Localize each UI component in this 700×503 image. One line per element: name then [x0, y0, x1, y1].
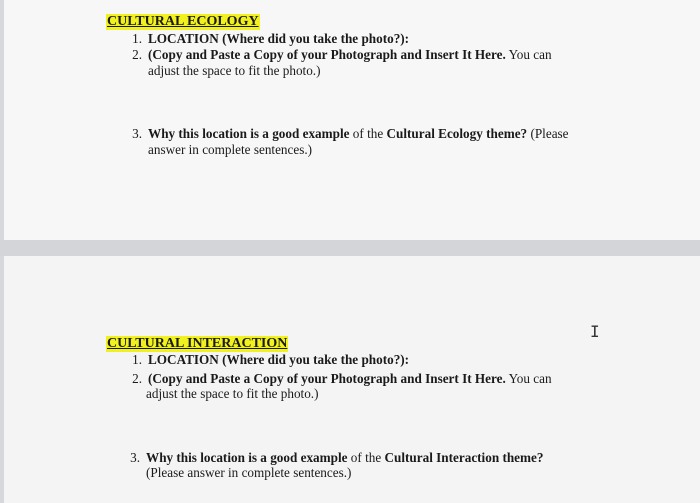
ecology-q3-plain-a: of the	[349, 126, 387, 141]
ecology-q3-line2: answer in complete sentences.)	[148, 142, 313, 157]
interaction-q2-bold: (Copy and Paste a Copy of your Photograph and Insert It Here.	[148, 371, 506, 386]
ecology-q3-number: 3.	[132, 126, 142, 141]
interaction-q2-rest: You can	[505, 371, 552, 386]
interaction-q2-number: 2.	[132, 371, 142, 386]
interaction-heading: CULTURAL INTERACTION	[107, 336, 288, 351]
interaction-q1-text: LOCATION (Where did you take the photo?):	[148, 352, 410, 367]
ecology-q3-bold-b: Cultural Ecology theme?	[386, 126, 528, 141]
interaction-q3-plain-a: of the	[347, 450, 385, 465]
interaction-q3-bold-b: Cultural Interaction theme?	[384, 450, 544, 465]
interaction-q2-line2: adjust the space to fit the photo.)	[146, 386, 319, 401]
ecology-heading: CULTURAL ECOLOGY	[107, 14, 259, 29]
interaction-q3-bold-a: Why this location is a good example	[146, 450, 348, 465]
text-cursor-icon: I	[590, 322, 600, 341]
ecology-q2-line2: adjust the space to fit the photo.)	[148, 63, 321, 78]
ecology-q2-text	[148, 47, 552, 63]
ecology-q3-bold-a: Why this location is a good example	[148, 126, 350, 141]
page-gap	[0, 240, 700, 256]
ecology-q1-number: 1.	[132, 31, 142, 46]
interaction-q3-text	[146, 450, 543, 466]
interaction-q1-number: 1.	[132, 352, 142, 367]
ecology-q3-text	[148, 126, 569, 142]
interaction-q3-line2: (Please answer in complete sentences.)	[146, 465, 352, 480]
ecology-q2-bold: (Copy and Paste a Copy of your Photograph and Insert It Here.	[148, 47, 506, 62]
interaction-q2-text	[148, 371, 552, 387]
interaction-q3-number: 3.	[130, 450, 140, 465]
ecology-q3-plain-b: (Please	[527, 126, 569, 141]
ecology-q2-number: 2.	[132, 47, 142, 62]
ecology-q1-text: LOCATION (Where did you take the photo?):	[148, 31, 410, 46]
ecology-q2-rest: You can	[505, 47, 552, 62]
